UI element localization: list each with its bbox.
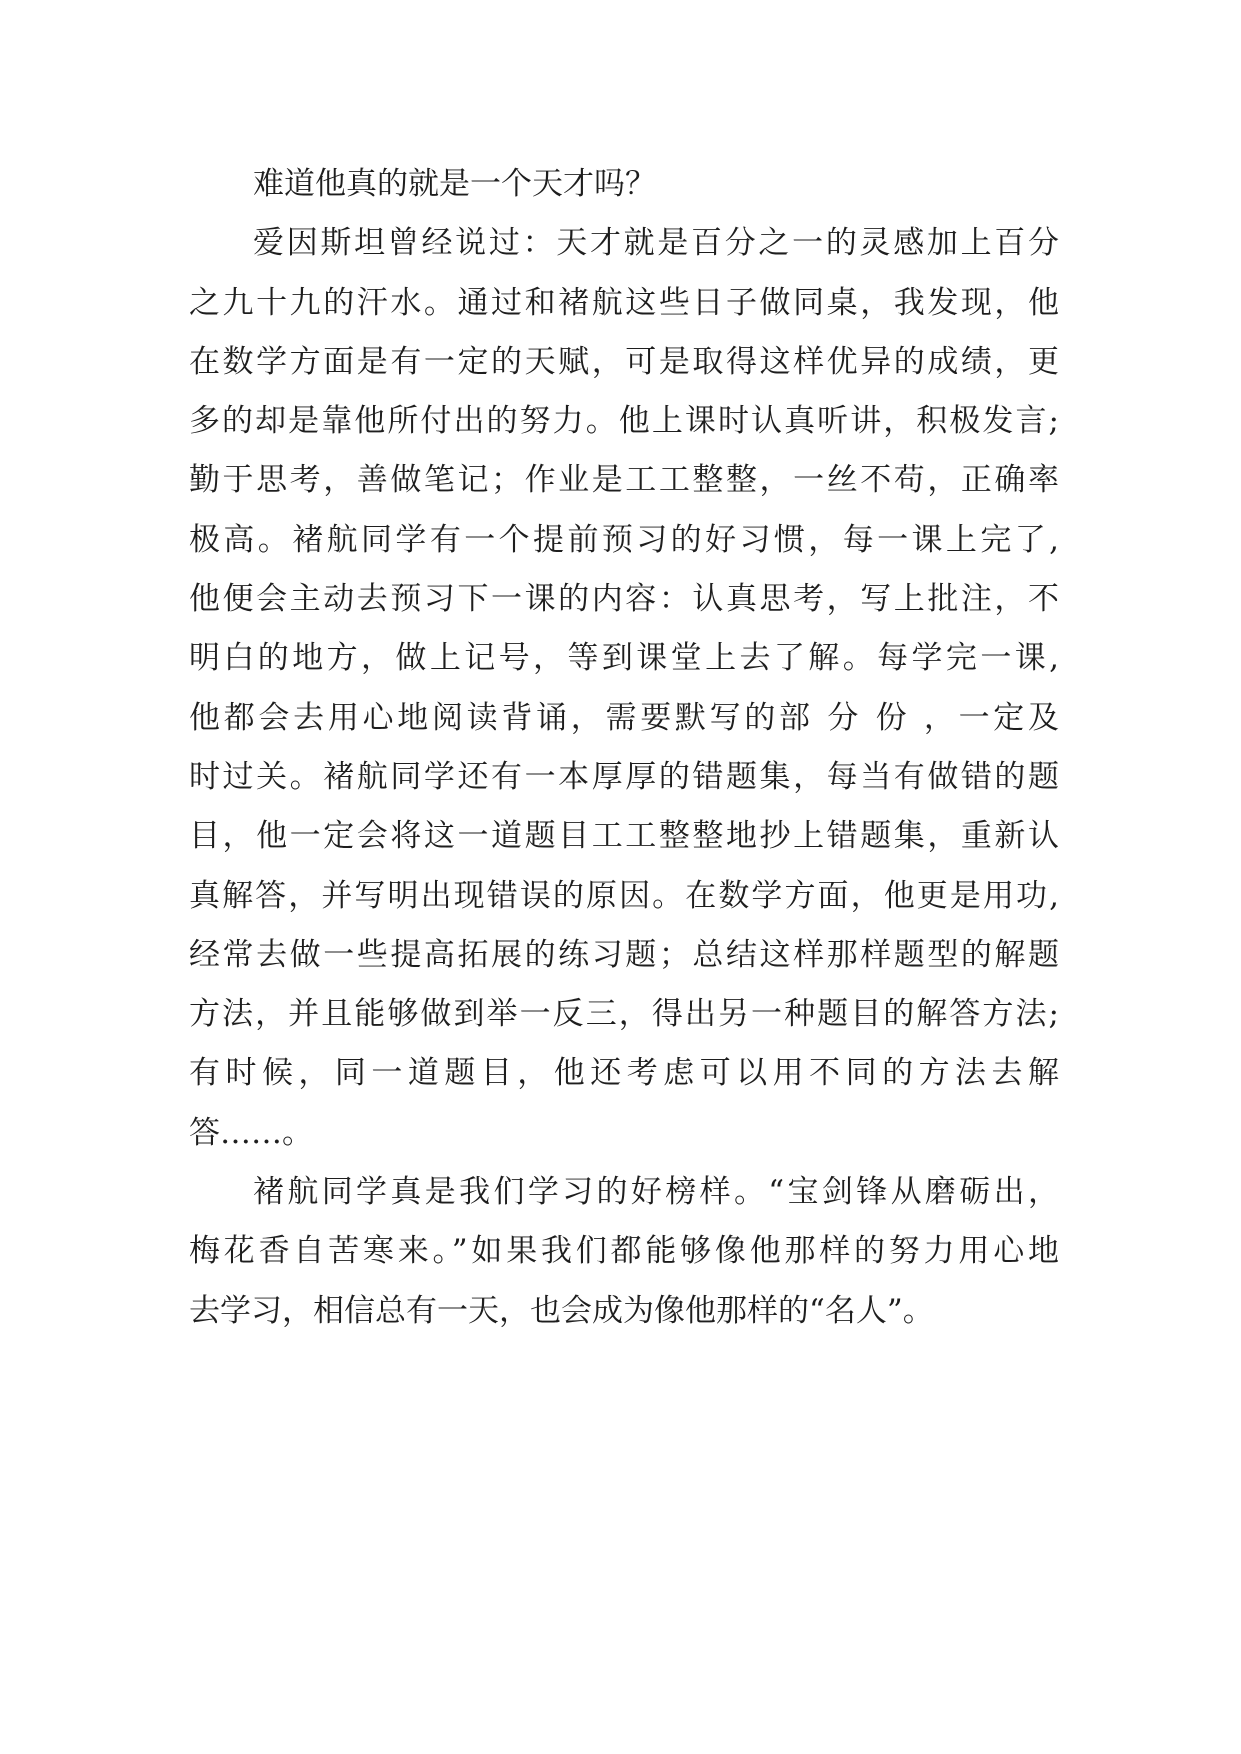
text-line: 梅花香自苦寒来。”如果我们都能够像他那样的努力用心地 — [189, 1233, 1059, 1270]
text-line: 答……。 — [189, 1114, 313, 1151]
text-line: 勤于思考，善做笔记；作业是工工整整，一丝不苟，正确率 — [189, 462, 1059, 499]
text-line: 去学习，相信总有一天，也会成为像他那样的“名人”。 — [189, 1292, 934, 1329]
text-line: 方法，并且能够做到举一反三，得出另一种题目的解答方法; — [189, 996, 1059, 1033]
text-line: 目，他一定会将这一道题目工工整整地抄上错题集，重新认 — [189, 818, 1059, 855]
document-body — [189, 155, 1059, 1341]
text-line: 爱因斯坦曾经说过：天才就是百分之一的灵感加上百分 — [253, 225, 1059, 262]
paragraph-question — [189, 155, 1059, 214]
text-line: 他都会去用心地阅读背诵，需要默写的部 分 份 ，一定及 — [189, 699, 1059, 736]
text-line: 之九十九的汗水。通过和褚航这些日子做同桌，我发现，他 — [189, 284, 1059, 321]
text-line: 有时候，同一道题目，他还考虑可以用不同的方法去解 — [189, 1055, 1059, 1092]
text-line: 真解答，并写明出现错误的原因。在数学方面，他更是用功, — [189, 877, 1059, 914]
text-line: 明白的地方，做上记号，等到课堂上去了解。每学完一课, — [189, 640, 1059, 677]
text-line: 褚航同学真是我们学习的好榜样。“宝剑锋从磨砺出， — [253, 1174, 1059, 1211]
text-line: 难道他真的就是一个天才吗？ — [253, 166, 656, 202]
text-line: 他便会主动去预习下一课的内容：认真思考，写上批注，不 — [189, 581, 1059, 618]
text-line: 极高。褚航同学有一个提前预习的好习惯，每一课上完了, — [189, 521, 1059, 558]
text-line: 时过关。褚航同学还有一本厚厚的错题集，每当有做错的题 — [189, 758, 1059, 795]
text-line: 在数学方面是有一定的天赋，可是取得这样优异的成绩，更 — [189, 343, 1059, 380]
text-line: 多的却是靠他所付出的努力。他上课时认真听讲，积极发言; — [189, 403, 1059, 440]
paragraph-effort — [189, 214, 1059, 1163]
text-line: 经常去做一些提高拓展的练习题；总结这样那样题型的解题 — [189, 936, 1059, 973]
paragraph-conclusion — [189, 1163, 1059, 1341]
